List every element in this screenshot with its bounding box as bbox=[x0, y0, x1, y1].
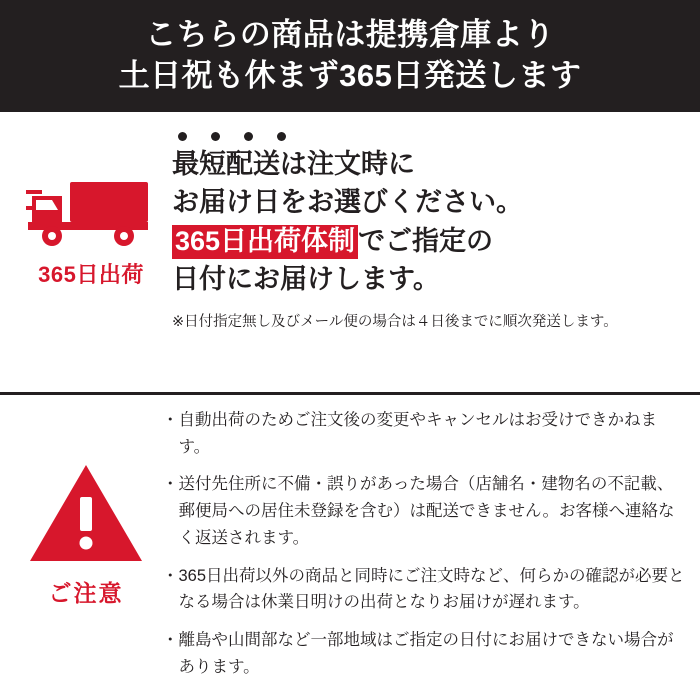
header-line-1: こちらの商品は提携倉庫より bbox=[145, 17, 555, 53]
bullet-icon: ・ bbox=[162, 475, 179, 494]
dot-icon bbox=[244, 132, 253, 141]
list-item-text: 送付先住所に不備・誤りがあった場合（店舗名・建物名の不記載、郵便局への居住未登録を含む）は配送できません。お客様へ連絡なく返送されます。 bbox=[178, 475, 675, 547]
list-item bbox=[162, 471, 686, 551]
bullet-icon: ・ bbox=[162, 566, 179, 585]
header-line-2: 土日祝も休まず365日発送します bbox=[118, 58, 582, 93]
bullet-icon: ・ bbox=[162, 631, 179, 650]
delivery-line-3 bbox=[172, 222, 690, 260]
list-item-text: 365日出荷以外の商品と同時にご注文時など、何らかの確認が必要となる場合は休業日明けの出荷となりお届けが遅れます。 bbox=[178, 566, 685, 612]
caution-list bbox=[162, 405, 686, 692]
caution-label: ご注意 bbox=[48, 580, 124, 606]
delivery-line-1: 最短配送は注文時に bbox=[172, 149, 415, 179]
list-item bbox=[162, 563, 686, 616]
delivery-line-4: 日付にお届けします。 bbox=[172, 263, 440, 294]
highlight-365-shipping: 365日出荷体制 bbox=[172, 225, 358, 259]
delivery-line-2: お届け日をお選びください。 bbox=[172, 187, 523, 218]
caution-section bbox=[0, 395, 700, 700]
warning-triangle-wrap bbox=[26, 461, 146, 565]
delivery-note: ※日付指定無し及びメール便の場合は４日後までに順次発送します。 bbox=[172, 314, 618, 331]
dot-icon bbox=[178, 132, 187, 141]
truck-column bbox=[10, 118, 172, 392]
delivery-text-block bbox=[172, 118, 690, 392]
list-item-text: 離島や山間部など一部地域はご指定の日付にお届けできない場合があります。 bbox=[178, 631, 674, 676]
warning-triangle-icon bbox=[26, 461, 146, 565]
list-item-text: 自動出荷のためご注文後の変更やキャンセルはお受けできかねます。 bbox=[178, 411, 657, 456]
dot-icon bbox=[211, 132, 220, 141]
list-item bbox=[162, 407, 686, 460]
list-item bbox=[162, 627, 686, 680]
delivery-line-3-rest: でご指定の bbox=[358, 225, 494, 256]
dot-icon bbox=[277, 132, 286, 141]
truck-caption: 365日出荷 bbox=[38, 262, 144, 287]
delivery-truck-icon bbox=[26, 176, 156, 248]
caution-icon-column bbox=[10, 405, 162, 692]
decorative-dots bbox=[172, 132, 690, 141]
delivery-section bbox=[0, 112, 700, 395]
bullet-icon: ・ bbox=[162, 411, 179, 429]
header-banner bbox=[0, 0, 700, 112]
